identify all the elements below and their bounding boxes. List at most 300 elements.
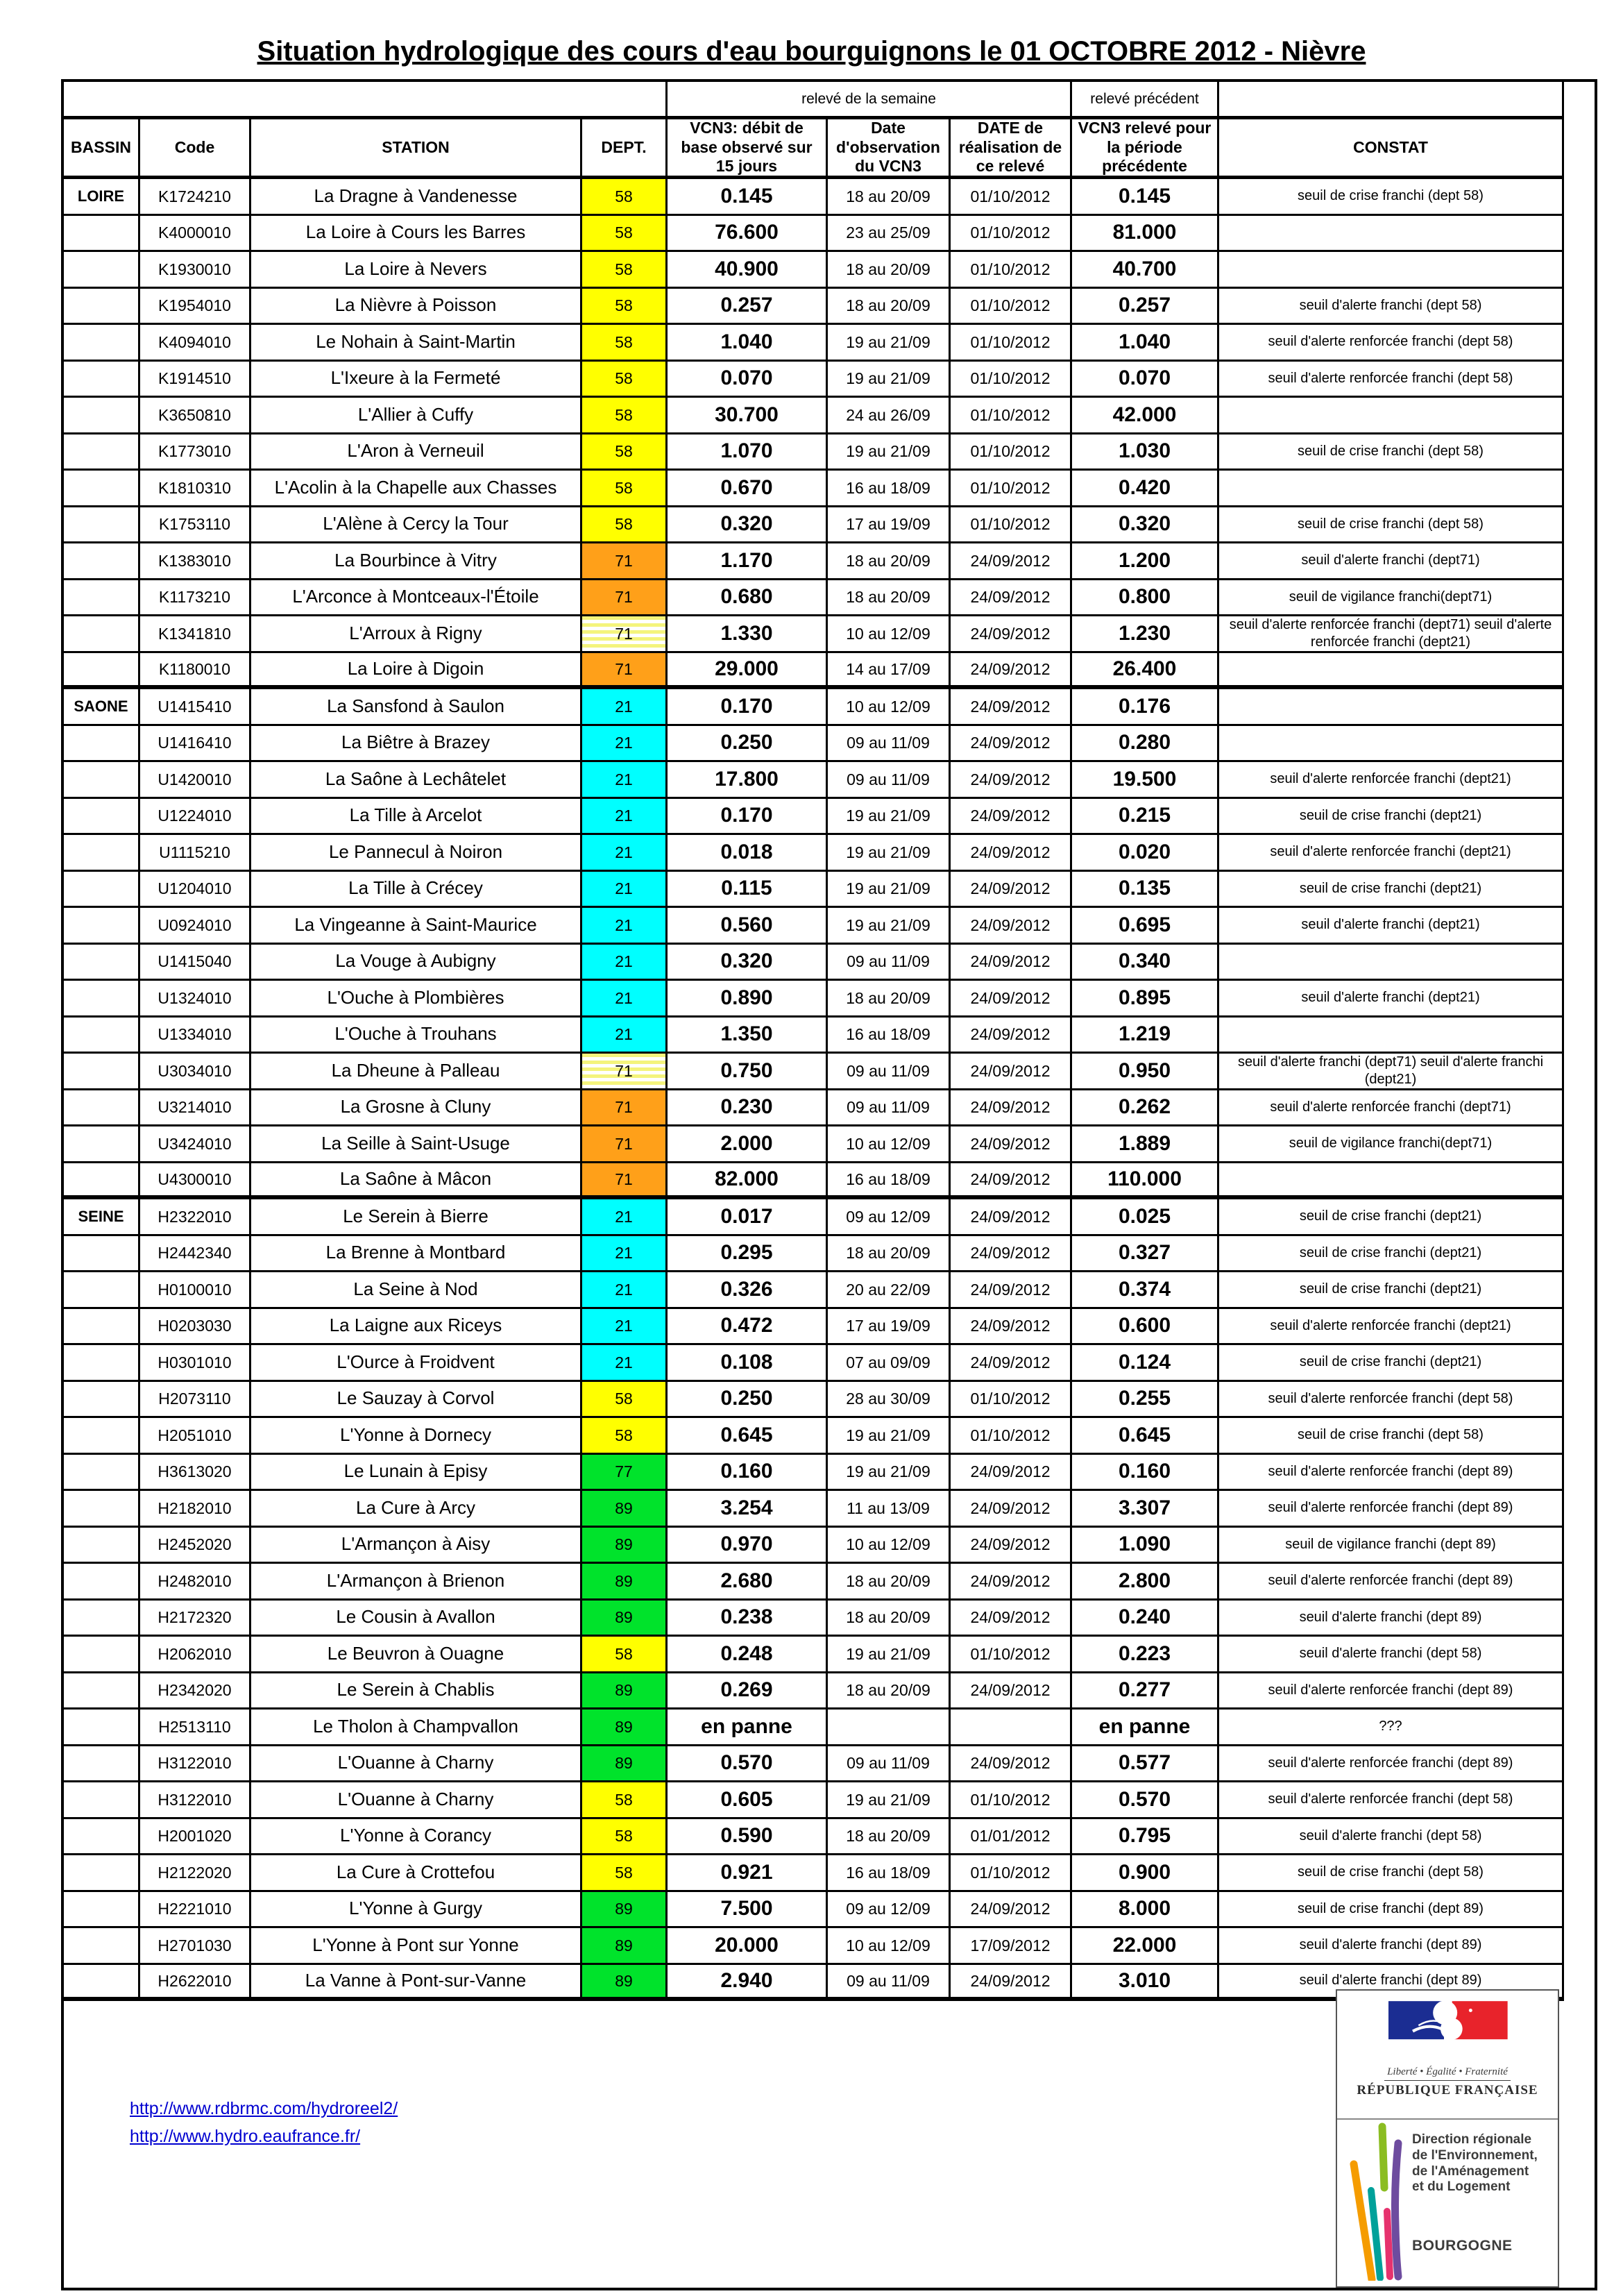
obs-date: 19 au 21/09 <box>828 434 951 471</box>
obs-date: 19 au 21/09 <box>828 362 951 398</box>
vcn3-value: 0.670 <box>668 471 828 507</box>
dept-badge: 58 <box>582 289 668 326</box>
dept-badge: 89 <box>582 1746 668 1783</box>
vcn3-prev-value: 0.135 <box>1072 872 1219 909</box>
code-cell: U1420010 <box>140 762 251 799</box>
code-cell: U1115210 <box>140 835 251 872</box>
releve-date: 01/10/2012 <box>951 398 1072 434</box>
dreal-logo <box>1337 2120 1558 2285</box>
code-cell: U1204010 <box>140 872 251 909</box>
constat-cell: seuil d'alerte renforcée franchi (dept 89) <box>1219 1455 1564 1492</box>
code-cell: U3424010 <box>140 1126 251 1163</box>
obs-date: 19 au 21/09 <box>828 1418 951 1455</box>
station-cell: La Vanne à Pont-sur-Vanne <box>251 1965 582 2002</box>
code-cell: U1224010 <box>140 799 251 836</box>
releve-date: 24/09/2012 <box>951 1455 1072 1492</box>
obs-date: 18 au 20/09 <box>828 252 951 289</box>
constat-cell: seuil d'alerte renforcée franchi (dept21) <box>1219 1309 1564 1346</box>
releve-date: 24/09/2012 <box>951 799 1072 836</box>
dreal-title: Direction régionale de l'Environnement, de l'Aménagement et du Logement <box>1412 2132 1538 2195</box>
station-cell: L'Ource à Froidvent <box>251 1345 582 1382</box>
constat-cell <box>1219 653 1564 690</box>
constat-cell: seuil d'alerte franchi (dept21) <box>1219 908 1564 945</box>
vcn3-value: 0.269 <box>668 1673 828 1710</box>
vcn3-value: 0.070 <box>668 362 828 398</box>
bassin-cell <box>64 762 140 799</box>
vcn3-prev-value: 0.176 <box>1072 689 1219 726</box>
constat-cell: seuil de crise franchi (dept21) <box>1219 1236 1564 1273</box>
dept-badge: 21 <box>582 1018 668 1054</box>
obs-date: 10 au 12/09 <box>828 1126 951 1163</box>
constat-cell: seuil d'alerte renforcée franchi (dept71) <box>1219 1090 1564 1127</box>
constat-cell: seuil d'alerte renforcée franchi (dept 58) <box>1219 362 1564 398</box>
vcn3-prev-value: 2.800 <box>1072 1564 1219 1601</box>
strip-empty-right <box>1219 82 1564 119</box>
station-cell: La Cure à Crottefou <box>251 1855 582 1892</box>
bassin-cell <box>64 1018 140 1054</box>
obs-date: 09 au 11/09 <box>828 726 951 763</box>
vcn3-prev-value: 1.219 <box>1072 1018 1219 1054</box>
vcn3-prev-value: 0.340 <box>1072 945 1219 981</box>
station-cell: L'Yonne à Corancy <box>251 1819 582 1856</box>
bassin-cell <box>64 653 140 690</box>
code-cell: H3613020 <box>140 1455 251 1492</box>
code-cell: H0100010 <box>140 1272 251 1309</box>
bassin-cell <box>64 726 140 763</box>
code-cell: K1954010 <box>140 289 251 326</box>
dept-badge: 58 <box>582 471 668 507</box>
vcn3-value: 0.320 <box>668 945 828 981</box>
code-cell: H2513110 <box>140 1710 251 1746</box>
obs-date: 18 au 20/09 <box>828 1236 951 1273</box>
constat-cell: seuil de crise franchi (dept 89) <box>1219 1892 1564 1929</box>
dept-badge: 58 <box>582 1819 668 1856</box>
constat-cell: seuil d'alerte renforcée franchi (dept 58) <box>1219 1782 1564 1819</box>
code-cell: K1930010 <box>140 252 251 289</box>
code-cell: K3650810 <box>140 398 251 434</box>
bassin-cell <box>64 1272 140 1309</box>
code-cell: H0301010 <box>140 1345 251 1382</box>
releve-date: 24/09/2012 <box>951 616 1072 653</box>
code-cell: U4300010 <box>140 1163 251 1200</box>
station-cell: Le Pannecul à Noiron <box>251 835 582 872</box>
hydroreel-link[interactable]: http://www.rdbrmc.com/hydroreel2/ <box>130 2099 398 2118</box>
vcn3-value: 0.230 <box>668 1090 828 1127</box>
station-cell: Le Lunain à Episy <box>251 1455 582 1492</box>
eaufrance-link[interactable]: http://www.hydro.eaufrance.fr/ <box>130 2127 361 2146</box>
station-cell: L'Arroux à Rigny <box>251 616 582 653</box>
station-cell: L'Ixeure à la Fermeté <box>251 362 582 398</box>
constat-cell: ??? <box>1219 1710 1564 1746</box>
constat-cell: seuil de crise franchi (dept21) <box>1219 799 1564 836</box>
constat-cell: seuil d'alerte renforcée franchi (dept 58) <box>1219 325 1564 362</box>
french-flag-icon <box>1378 1998 1517 2061</box>
dept-badge: 58 <box>582 1418 668 1455</box>
obs-date: 16 au 18/09 <box>828 471 951 507</box>
constat-cell: seuil de crise franchi (dept 58) <box>1219 1418 1564 1455</box>
obs-date: 18 au 20/09 <box>828 179 951 216</box>
dept-badge: 89 <box>582 1673 668 1710</box>
bassin-cell <box>64 252 140 289</box>
vcn3-prev-value: 0.600 <box>1072 1309 1219 1346</box>
vcn3-prev-value: 0.145 <box>1072 179 1219 216</box>
obs-date: 19 au 21/09 <box>828 908 951 945</box>
dept-badge: 21 <box>582 1199 668 1236</box>
bassin-cell <box>64 1965 140 2002</box>
releve-date: 24/09/2012 <box>951 580 1072 617</box>
station-cell: La Vouge à Aubigny <box>251 945 582 981</box>
vcn3-value: 0.018 <box>668 835 828 872</box>
vcn3-prev-value: 19.500 <box>1072 762 1219 799</box>
code-cell: H2182010 <box>140 1491 251 1528</box>
constat-cell: seuil d'alerte renforcée franchi (dept 89) <box>1219 1673 1564 1710</box>
dept-badge: 71 <box>582 543 668 580</box>
vcn3-value: 0.970 <box>668 1528 828 1564</box>
vcn3-prev-value: 0.577 <box>1072 1746 1219 1783</box>
bassin-cell: SEINE <box>64 1199 140 1236</box>
constat-cell: seuil d'alerte renforcée franchi (dept 89) <box>1219 1564 1564 1601</box>
constat-cell: seuil d'alerte franchi (dept 58) <box>1219 289 1564 326</box>
vcn3-value: 0.320 <box>668 507 828 544</box>
vcn3-prev-value: 0.900 <box>1072 1855 1219 1892</box>
releve-date: 01/10/2012 <box>951 471 1072 507</box>
station-cell: Le Nohain à Saint-Martin <box>251 325 582 362</box>
releve-date: 24/09/2012 <box>951 1673 1072 1710</box>
bassin-cell <box>64 1819 140 1856</box>
releve-date: 24/09/2012 <box>951 1892 1072 1929</box>
obs-date: 18 au 20/09 <box>828 981 951 1018</box>
dreal-region: BOURGOGNE <box>1412 2238 1513 2254</box>
dept-badge: 21 <box>582 799 668 836</box>
releve-date: 24/09/2012 <box>951 1236 1072 1273</box>
code-cell: H2172320 <box>140 1601 251 1637</box>
code-cell: K1383010 <box>140 543 251 580</box>
vcn3-prev-value: 0.695 <box>1072 908 1219 945</box>
constat-cell <box>1219 471 1564 507</box>
vcn3-prev-value: 0.795 <box>1072 1819 1219 1856</box>
vcn3-value: 0.160 <box>668 1455 828 1492</box>
station-cell: La Grosne à Cluny <box>251 1090 582 1127</box>
vcn3-value: 30.700 <box>668 398 828 434</box>
releve-date: 24/09/2012 <box>951 981 1072 1018</box>
dept-badge: 58 <box>582 507 668 544</box>
code-cell: K4094010 <box>140 325 251 362</box>
bassin-cell <box>64 835 140 872</box>
station-cell: La Sansfond à Saulon <box>251 689 582 726</box>
vcn3-prev-value: 0.215 <box>1072 799 1219 836</box>
releve-date: 01/10/2012 <box>951 179 1072 216</box>
dept-badge: 58 <box>582 179 668 216</box>
vcn3-value: 0.250 <box>668 726 828 763</box>
releve-date: 24/09/2012 <box>951 945 1072 981</box>
dept-badge: 58 <box>582 216 668 253</box>
obs-date: 18 au 20/09 <box>828 289 951 326</box>
station-cell: La Nièvre à Poisson <box>251 289 582 326</box>
obs-date: 19 au 21/09 <box>828 1637 951 1673</box>
station-cell: La Dragne à Vandenesse <box>251 179 582 216</box>
vcn3-prev-value: 81.000 <box>1072 216 1219 253</box>
dept-badge: 89 <box>582 1601 668 1637</box>
obs-date: 19 au 21/09 <box>828 325 951 362</box>
releve-date: 24/09/2012 <box>951 1199 1072 1236</box>
station-cell: La Tille à Arcelot <box>251 799 582 836</box>
code-cell: K1914510 <box>140 362 251 398</box>
releve-date: 24/09/2012 <box>951 1564 1072 1601</box>
obs-date: 10 au 12/09 <box>828 1528 951 1564</box>
constat-cell: seuil de crise franchi (dept 58) <box>1219 179 1564 216</box>
station-cell: La Loire à Cours les Barres <box>251 216 582 253</box>
bassin-cell <box>64 398 140 434</box>
code-cell: K1753110 <box>140 507 251 544</box>
vcn3-value: 1.070 <box>668 434 828 471</box>
code-cell: H2001020 <box>140 1819 251 1856</box>
dept-badge: 21 <box>582 945 668 981</box>
constat-cell: seuil de crise franchi (dept21) <box>1219 1345 1564 1382</box>
vcn3-prev-value: 22.000 <box>1072 1928 1219 1965</box>
bassin-cell: SAONE <box>64 689 140 726</box>
station-cell: L'Acolin à la Chapelle aux Chasses <box>251 471 582 507</box>
obs-date: 14 au 17/09 <box>828 653 951 690</box>
code-cell: H2073110 <box>140 1382 251 1419</box>
obs-date: 09 au 12/09 <box>828 1199 951 1236</box>
constat-cell: seuil de crise franchi (dept21) <box>1219 872 1564 909</box>
bassin-cell: LOIRE <box>64 179 140 216</box>
releve-date: 01/10/2012 <box>951 1855 1072 1892</box>
constat-cell: seuil d'alerte franchi (dept 89) <box>1219 1601 1564 1637</box>
releve-date: 01/10/2012 <box>951 507 1072 544</box>
constat-cell <box>1219 945 1564 981</box>
releve-date: 24/09/2012 <box>951 653 1072 690</box>
dept-badge: 89 <box>582 1965 668 2002</box>
bassin-cell <box>64 1382 140 1419</box>
vcn3-prev-value: 0.262 <box>1072 1090 1219 1127</box>
releve-date: 24/09/2012 <box>951 1491 1072 1528</box>
vcn3-prev-value: en panne <box>1072 1710 1219 1746</box>
code-cell: H2452020 <box>140 1528 251 1564</box>
station-cell: Le Tholon à Champvallon <box>251 1710 582 1746</box>
vcn3-value: en panne <box>668 1710 828 1746</box>
constat-cell: seuil d'alerte renforcée franchi (dept 58) <box>1219 1382 1564 1419</box>
vcn3-prev-value: 110.000 <box>1072 1163 1219 1200</box>
bassin-cell <box>64 1090 140 1127</box>
col-header-releve-date: DATE de réalisation de ce relevé <box>951 119 1072 179</box>
dept-badge: 21 <box>582 689 668 726</box>
bassin-cell <box>64 580 140 617</box>
obs-date: 10 au 12/09 <box>828 1928 951 1965</box>
vcn3-value: 2.940 <box>668 1965 828 2002</box>
obs-date: 16 au 18/09 <box>828 1855 951 1892</box>
code-cell: U0924010 <box>140 908 251 945</box>
obs-date: 19 au 21/09 <box>828 1782 951 1819</box>
station-cell: Le Cousin à Avallon <box>251 1601 582 1637</box>
constat-cell: seuil de vigilance franchi(dept71) <box>1219 1126 1564 1163</box>
vcn3-value: 1.330 <box>668 616 828 653</box>
station-cell: L'Ouche à Trouhans <box>251 1018 582 1054</box>
releve-date: 01/01/2012 <box>951 1819 1072 1856</box>
station-cell: La Tille à Crécey <box>251 872 582 909</box>
releve-date: 24/09/2012 <box>951 1965 1072 2002</box>
vcn3-prev-value: 0.255 <box>1072 1382 1219 1419</box>
releve-date: 17/09/2012 <box>951 1928 1072 1965</box>
code-cell: U1415040 <box>140 945 251 981</box>
page-title: Situation hydrologique des cours d'eau bourguignons le 01 OCTOBRE 2012 - Nièvre <box>257 36 1366 67</box>
vcn3-value: 0.295 <box>668 1236 828 1273</box>
vcn3-prev-value: 3.307 <box>1072 1491 1219 1528</box>
station-cell: La Cure à Arcy <box>251 1491 582 1528</box>
vcn3-value: 0.145 <box>668 179 828 216</box>
dept-badge: 71 <box>582 1163 668 1200</box>
vcn3-value: 0.605 <box>668 1782 828 1819</box>
bassin-cell <box>64 872 140 909</box>
obs-date: 19 au 21/09 <box>828 872 951 909</box>
constat-cell: seuil de crise franchi (dept21) <box>1219 1199 1564 1236</box>
bassin-cell <box>64 981 140 1018</box>
logo-box <box>1336 1989 1559 2288</box>
obs-date <box>828 1710 951 1746</box>
dept-badge: 21 <box>582 872 668 909</box>
code-cell: H0203030 <box>140 1309 251 1346</box>
dept-badge: 58 <box>582 1637 668 1673</box>
constat-cell <box>1219 252 1564 289</box>
constat-cell <box>1219 216 1564 253</box>
releve-date: 01/10/2012 <box>951 362 1072 398</box>
bassin-cell <box>64 1746 140 1783</box>
vcn3-value: 1.170 <box>668 543 828 580</box>
vcn3-prev-value: 0.320 <box>1072 507 1219 544</box>
obs-date: 09 au 11/09 <box>828 762 951 799</box>
bassin-cell <box>64 1163 140 1200</box>
dept-badge: 71 <box>582 1090 668 1127</box>
constat-cell: seuil d'alerte franchi (dept 58) <box>1219 1637 1564 1673</box>
releve-date: 24/09/2012 <box>951 1126 1072 1163</box>
dept-badge: 21 <box>582 835 668 872</box>
obs-date: 18 au 20/09 <box>828 580 951 617</box>
vcn3-prev-value: 0.223 <box>1072 1637 1219 1673</box>
constat-cell: seuil d'alerte franchi (dept71) <box>1219 543 1564 580</box>
vcn3-value: 0.472 <box>668 1309 828 1346</box>
dept-badge: 89 <box>582 1928 668 1965</box>
dept-badge: 89 <box>582 1491 668 1528</box>
vcn3-value: 0.250 <box>668 1382 828 1419</box>
obs-date: 09 au 12/09 <box>828 1892 951 1929</box>
releve-date <box>951 1710 1072 1746</box>
obs-date: 19 au 21/09 <box>828 799 951 836</box>
vcn3-value: 0.115 <box>668 872 828 909</box>
obs-date: 18 au 20/09 <box>828 543 951 580</box>
releve-date: 24/09/2012 <box>951 872 1072 909</box>
code-cell: H2482010 <box>140 1564 251 1601</box>
dept-badge: 89 <box>582 1564 668 1601</box>
releve-date: 01/10/2012 <box>951 1782 1072 1819</box>
vcn3-value: 76.600 <box>668 216 828 253</box>
vcn3-value: 2.680 <box>668 1564 828 1601</box>
vcn3-prev-value: 0.327 <box>1072 1236 1219 1273</box>
constat-cell: seuil d'alerte renforcée franchi (dept71) seuil d'alerte renforcée franchi (dept21) <box>1219 616 1564 653</box>
vcn3-prev-value: 1.090 <box>1072 1528 1219 1564</box>
obs-date: 16 au 18/09 <box>828 1018 951 1054</box>
republique-francaise-logo <box>1337 1991 1558 2120</box>
releve-date: 01/10/2012 <box>951 1418 1072 1455</box>
col-header-constat: CONSTAT <box>1219 119 1564 179</box>
code-cell: K1341810 <box>140 616 251 653</box>
code-cell: U1324010 <box>140 981 251 1018</box>
vcn3-prev-value: 0.020 <box>1072 835 1219 872</box>
vcn3-value: 2.000 <box>668 1126 828 1163</box>
station-cell: L'Allier à Cuffy <box>251 398 582 434</box>
col-header-station: STATION <box>251 119 582 179</box>
vcn3-prev-value: 40.700 <box>1072 252 1219 289</box>
releve-date: 24/09/2012 <box>951 1163 1072 1200</box>
bassin-cell <box>64 1418 140 1455</box>
rf-name: RÉPUBLIQUE FRANÇAISE <box>1357 2083 1538 2097</box>
releve-date: 01/10/2012 <box>951 216 1072 253</box>
obs-date: 09 au 11/09 <box>828 1965 951 2002</box>
bassin-cell <box>64 1491 140 1528</box>
vcn3-value: 0.326 <box>668 1272 828 1309</box>
code-cell: U1416410 <box>140 726 251 763</box>
releve-date: 24/09/2012 <box>951 1309 1072 1346</box>
constat-cell <box>1219 398 1564 434</box>
bassin-cell <box>64 289 140 326</box>
dept-badge: 89 <box>582 1528 668 1564</box>
obs-date: 23 au 25/09 <box>828 216 951 253</box>
vcn3-prev-value: 1.889 <box>1072 1126 1219 1163</box>
station-cell: L'Ouanne à Charny <box>251 1746 582 1783</box>
vcn3-value: 0.257 <box>668 289 828 326</box>
dept-badge: 58 <box>582 1382 668 1419</box>
obs-date: 18 au 20/09 <box>828 1601 951 1637</box>
releve-date: 24/09/2012 <box>951 1054 1072 1090</box>
vcn3-value: 0.238 <box>668 1601 828 1637</box>
obs-date: 17 au 19/09 <box>828 507 951 544</box>
code-cell: U3034010 <box>140 1054 251 1090</box>
bassin-cell <box>64 1345 140 1382</box>
vcn3-prev-value: 0.800 <box>1072 580 1219 617</box>
bassin-cell <box>64 1601 140 1637</box>
obs-date: 07 au 09/09 <box>828 1345 951 1382</box>
code-cell: H2122020 <box>140 1855 251 1892</box>
constat-cell: seuil d'alerte renforcée franchi (dept21) <box>1219 762 1564 799</box>
dept-badge: 89 <box>582 1892 668 1929</box>
obs-date: 10 au 12/09 <box>828 689 951 726</box>
bassin-cell <box>64 1309 140 1346</box>
releve-date: 24/09/2012 <box>951 1018 1072 1054</box>
code-cell: H3122010 <box>140 1782 251 1819</box>
vcn3-prev-value: 0.257 <box>1072 289 1219 326</box>
constat-cell: seuil de crise franchi (dept 58) <box>1219 434 1564 471</box>
code-cell: H2442340 <box>140 1236 251 1273</box>
code-cell: H2701030 <box>140 1928 251 1965</box>
constat-cell: seuil d'alerte renforcée franchi (dept 89) <box>1219 1746 1564 1783</box>
releve-date: 24/09/2012 <box>951 908 1072 945</box>
dept-badge: 21 <box>582 1236 668 1273</box>
vcn3-value: 1.350 <box>668 1018 828 1054</box>
releve-date: 01/10/2012 <box>951 1637 1072 1673</box>
code-cell: U3214010 <box>140 1090 251 1127</box>
vcn3-prev-value: 0.240 <box>1072 1601 1219 1637</box>
obs-date: 28 au 30/09 <box>828 1382 951 1419</box>
bassin-cell <box>64 1528 140 1564</box>
constat-cell: seuil d'alerte franchi (dept 89) <box>1219 1928 1564 1965</box>
obs-date: 18 au 20/09 <box>828 1819 951 1856</box>
station-cell: Le Serein à Bierre <box>251 1199 582 1236</box>
vcn3-value: 0.570 <box>668 1746 828 1783</box>
obs-date: 16 au 18/09 <box>828 1163 951 1200</box>
vcn3-prev-value: 0.570 <box>1072 1782 1219 1819</box>
constat-cell <box>1219 726 1564 763</box>
station-cell: L'Arconce à Montceaux-l'Étoile <box>251 580 582 617</box>
dept-badge: 21 <box>582 1272 668 1309</box>
